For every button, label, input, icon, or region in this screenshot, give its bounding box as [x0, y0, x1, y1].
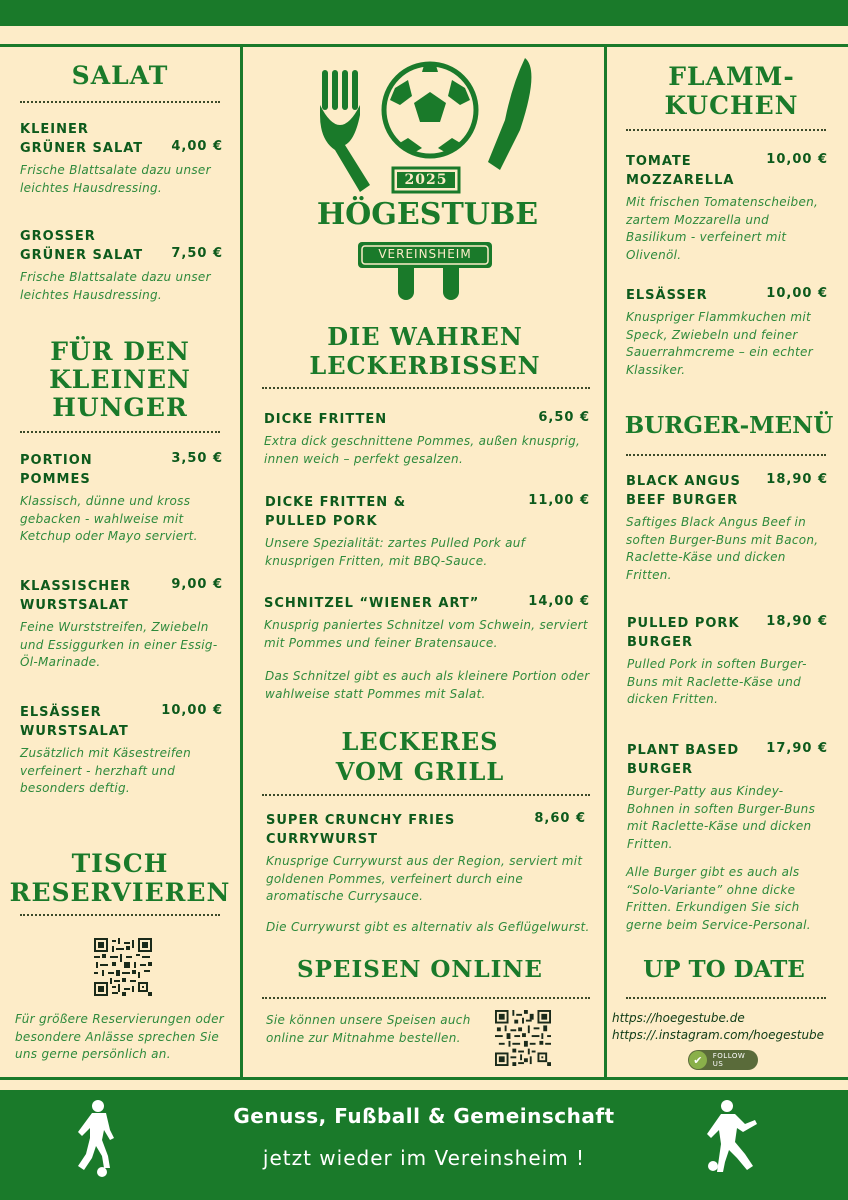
flammkuchen-divider: [626, 129, 826, 131]
item-name: SCHNITZEL “WIENER ART”: [264, 596, 480, 611]
item-name: DICKE FRITTEN & PULLED PORK: [265, 495, 407, 529]
item-description: Extra dick geschnittene Pommes, außen knusprig, innen weich – perfekt gesalzen.: [264, 434, 581, 466]
online-order-qr-code[interactable]: [495, 1010, 551, 1066]
salat-heading: SALAT: [71, 61, 169, 90]
menu-item: [20, 227, 223, 304]
flammkuchen-heading: FLAMM- KUCHEN: [664, 62, 799, 120]
up-to-date-heading: UP TO DATE: [643, 956, 805, 983]
menu-item: [627, 741, 828, 853]
menu-item: [626, 472, 828, 584]
reservieren-text: Für größere Reservierungen oder besondere Anlässe sprechen Sie uns gerne persönlich an.: [15, 1012, 224, 1061]
item-price: 4,00 €: [171, 139, 223, 154]
item-name: TOMATE MOZZARELLA: [626, 154, 735, 188]
schnitzel-note: Das Schnitzel gibt es auch als kleinere Portion oder wahlweise statt Pommes mit Salat.: [265, 669, 590, 701]
menu-item: [264, 594, 590, 652]
item-name: SUPER CRUNCHY FRIES CURRYWURST: [266, 813, 456, 847]
fork-icon: [320, 70, 370, 192]
item-name: GROSSER GRÜNER SALAT: [20, 229, 144, 263]
item-name: ELSÄSSER WURSTSALAT: [20, 705, 129, 739]
menu-item: [20, 703, 223, 798]
leckerbissen-divider: [262, 387, 590, 389]
item-name: PULLED PORK BURGER: [627, 616, 740, 650]
reservieren-heading: TISCH RESERVIEREN: [9, 849, 231, 907]
item-description: Zusätzlich mit Käsestreifen verfeinert - herzhaft und besonders deftig.: [20, 746, 192, 795]
item-price: 6,50 €: [538, 410, 590, 425]
item-price: 8,60 €: [534, 811, 586, 826]
kleiner-hunger-divider: [20, 431, 220, 433]
burger-note: Alle Burger gibt es auch als “Solo-Variante” ohne dicke Fritten. Erkundigen Sie sich gerne beim Service-Personal.: [626, 865, 811, 932]
menu-item: [20, 120, 223, 197]
logo-name: HÖGESTUBE: [316, 197, 539, 232]
item-name: ELSÄSSER: [626, 288, 708, 303]
item-price: 7,50 €: [171, 246, 223, 261]
follow-us-label: FOLLOW US: [712, 1052, 746, 1068]
frame-top-line: [0, 44, 848, 47]
item-description: Knusprig paniertes Schnitzel vom Schwein, serviert mit Pommes und feiner Bratensauce.: [264, 618, 588, 650]
item-price: 3,50 €: [171, 451, 223, 466]
item-name: BLACK ANGUS BEEF BURGER: [626, 474, 741, 508]
football-player-left-icon: [70, 1098, 120, 1178]
item-price: 10,00 €: [161, 703, 223, 718]
speisen-online-divider: [262, 997, 590, 999]
football-player-right-icon: [705, 1098, 765, 1178]
website-link[interactable]: https://hoegestube.de: [612, 1011, 745, 1025]
speisen-online-heading: SPEISEN ONLINE: [297, 956, 543, 983]
item-description: Klassisch, dünne und kross gebacken - wahlweise mit Ketchup oder Mayo serviert.: [20, 494, 198, 543]
menu-item: [20, 451, 223, 546]
column-divider-right: [604, 44, 607, 1080]
currywurst-note: Die Currywurst gibt es alternativ als Geflügelwurst.: [266, 920, 590, 934]
menu-item: [626, 152, 828, 264]
item-price: 10,00 €: [766, 152, 828, 167]
up-to-date-divider: [626, 997, 826, 999]
item-price: 10,00 €: [766, 286, 828, 301]
item-name: PLANT BASED BURGER: [627, 743, 740, 777]
item-description: Unsere Spezialität: zartes Pulled Pork auf knusprigen Fritten, mit BBQ-Sauce.: [265, 536, 526, 568]
column-divider-left: [240, 44, 243, 1080]
thumbs-up-icon: ✔: [689, 1051, 707, 1069]
instagram-link[interactable]: https://.instagram.com/hoegestube: [612, 1028, 825, 1042]
item-description: Knusprige Currywurst aus der Region, serviert mit goldenen Pommes, verfeinert durch eine aromatische Currysauce.: [266, 854, 583, 903]
menu-item: [264, 410, 590, 468]
item-description: Burger-Patty aus Kindey-Bohnen in soften Burger-Buns mit Raclette-Käse und dicken Fritten.: [627, 784, 816, 851]
item-description: Frische Blattsalate dazu unser leichtes Hausdressing.: [20, 163, 211, 195]
footer-banner: [0, 1090, 848, 1200]
football-icon: [384, 62, 476, 156]
item-name: DICKE FRITTEN: [264, 412, 388, 427]
item-price: 18,90 €: [766, 614, 828, 629]
item-price: 17,90 €: [766, 741, 828, 756]
frame-bottom-line: [0, 1077, 848, 1080]
footer-subline: jetzt wieder im Vereinsheim !: [262, 1146, 586, 1170]
item-price: 14,00 €: [528, 594, 590, 609]
burger-menu-divider: [626, 454, 826, 456]
reservieren-divider: [20, 914, 220, 916]
salat-divider: [20, 101, 220, 103]
item-description: Feine Wurststreifen, Zwiebeln und Essiggurken in einer Essig-Öl-Marinade.: [20, 620, 218, 669]
burger-menu-heading: BURGER-MENÜ: [624, 412, 834, 439]
item-name: KLASSISCHER WURSTSALAT: [20, 579, 132, 613]
menu-item: [626, 286, 828, 379]
item-description: Mit frischen Tomatenscheiben, zartem Mozzarella und Basilikum - verfeinert mit Olivenöl.: [626, 195, 819, 262]
follow-us-button[interactable]: [688, 1050, 758, 1070]
logo-subtitle: VEREINSHEIM: [378, 247, 472, 261]
menu-item: [266, 811, 586, 906]
item-name: PORTION POMMES: [20, 453, 93, 487]
grill-heading: LECKERES VOM GRILL: [335, 727, 505, 786]
menu-item: [627, 614, 828, 709]
item-price: 11,00 €: [528, 493, 590, 508]
item-description: Frische Blattsalate dazu unser leichtes Hausdressing.: [20, 270, 211, 302]
footer-tagline: Genuss, Fußball & Gemeinschaft: [233, 1104, 615, 1128]
logo-year: 2025: [404, 172, 448, 188]
kleiner-hunger-heading: FÜR DEN KLEINEN HUNGER: [49, 337, 191, 422]
speisen-online-text: Sie können unsere Speisen auch online zur Mitnahme bestellen.: [266, 1013, 471, 1045]
menu-item: [20, 577, 223, 672]
item-price: 18,90 €: [766, 472, 828, 487]
leckerbissen-heading: DIE WAHREN LECKERBISSEN: [309, 322, 541, 380]
item-name: KLEINER GRÜNER SALAT: [20, 122, 144, 156]
top-bar: [0, 0, 848, 26]
item-description: Pulled Pork in soften Burger-Buns mit Raclette-Käse und dicken Fritten.: [627, 657, 807, 706]
grill-divider: [262, 794, 590, 796]
item-description: Knuspriger Flammkuchen mit Speck, Zwiebeln und feiner Sauerrahmcreme – ein echter Klassiker.: [626, 310, 813, 377]
reservation-qr-code[interactable]: [94, 938, 152, 996]
item-description: Saftiges Black Angus Beef in soften Burger-Buns mit Bacon, Raclette-Käse und dicken Fritten.: [626, 515, 819, 582]
knife-icon: [488, 58, 531, 170]
item-price: 9,00 €: [171, 577, 223, 592]
menu-item: [265, 493, 590, 570]
